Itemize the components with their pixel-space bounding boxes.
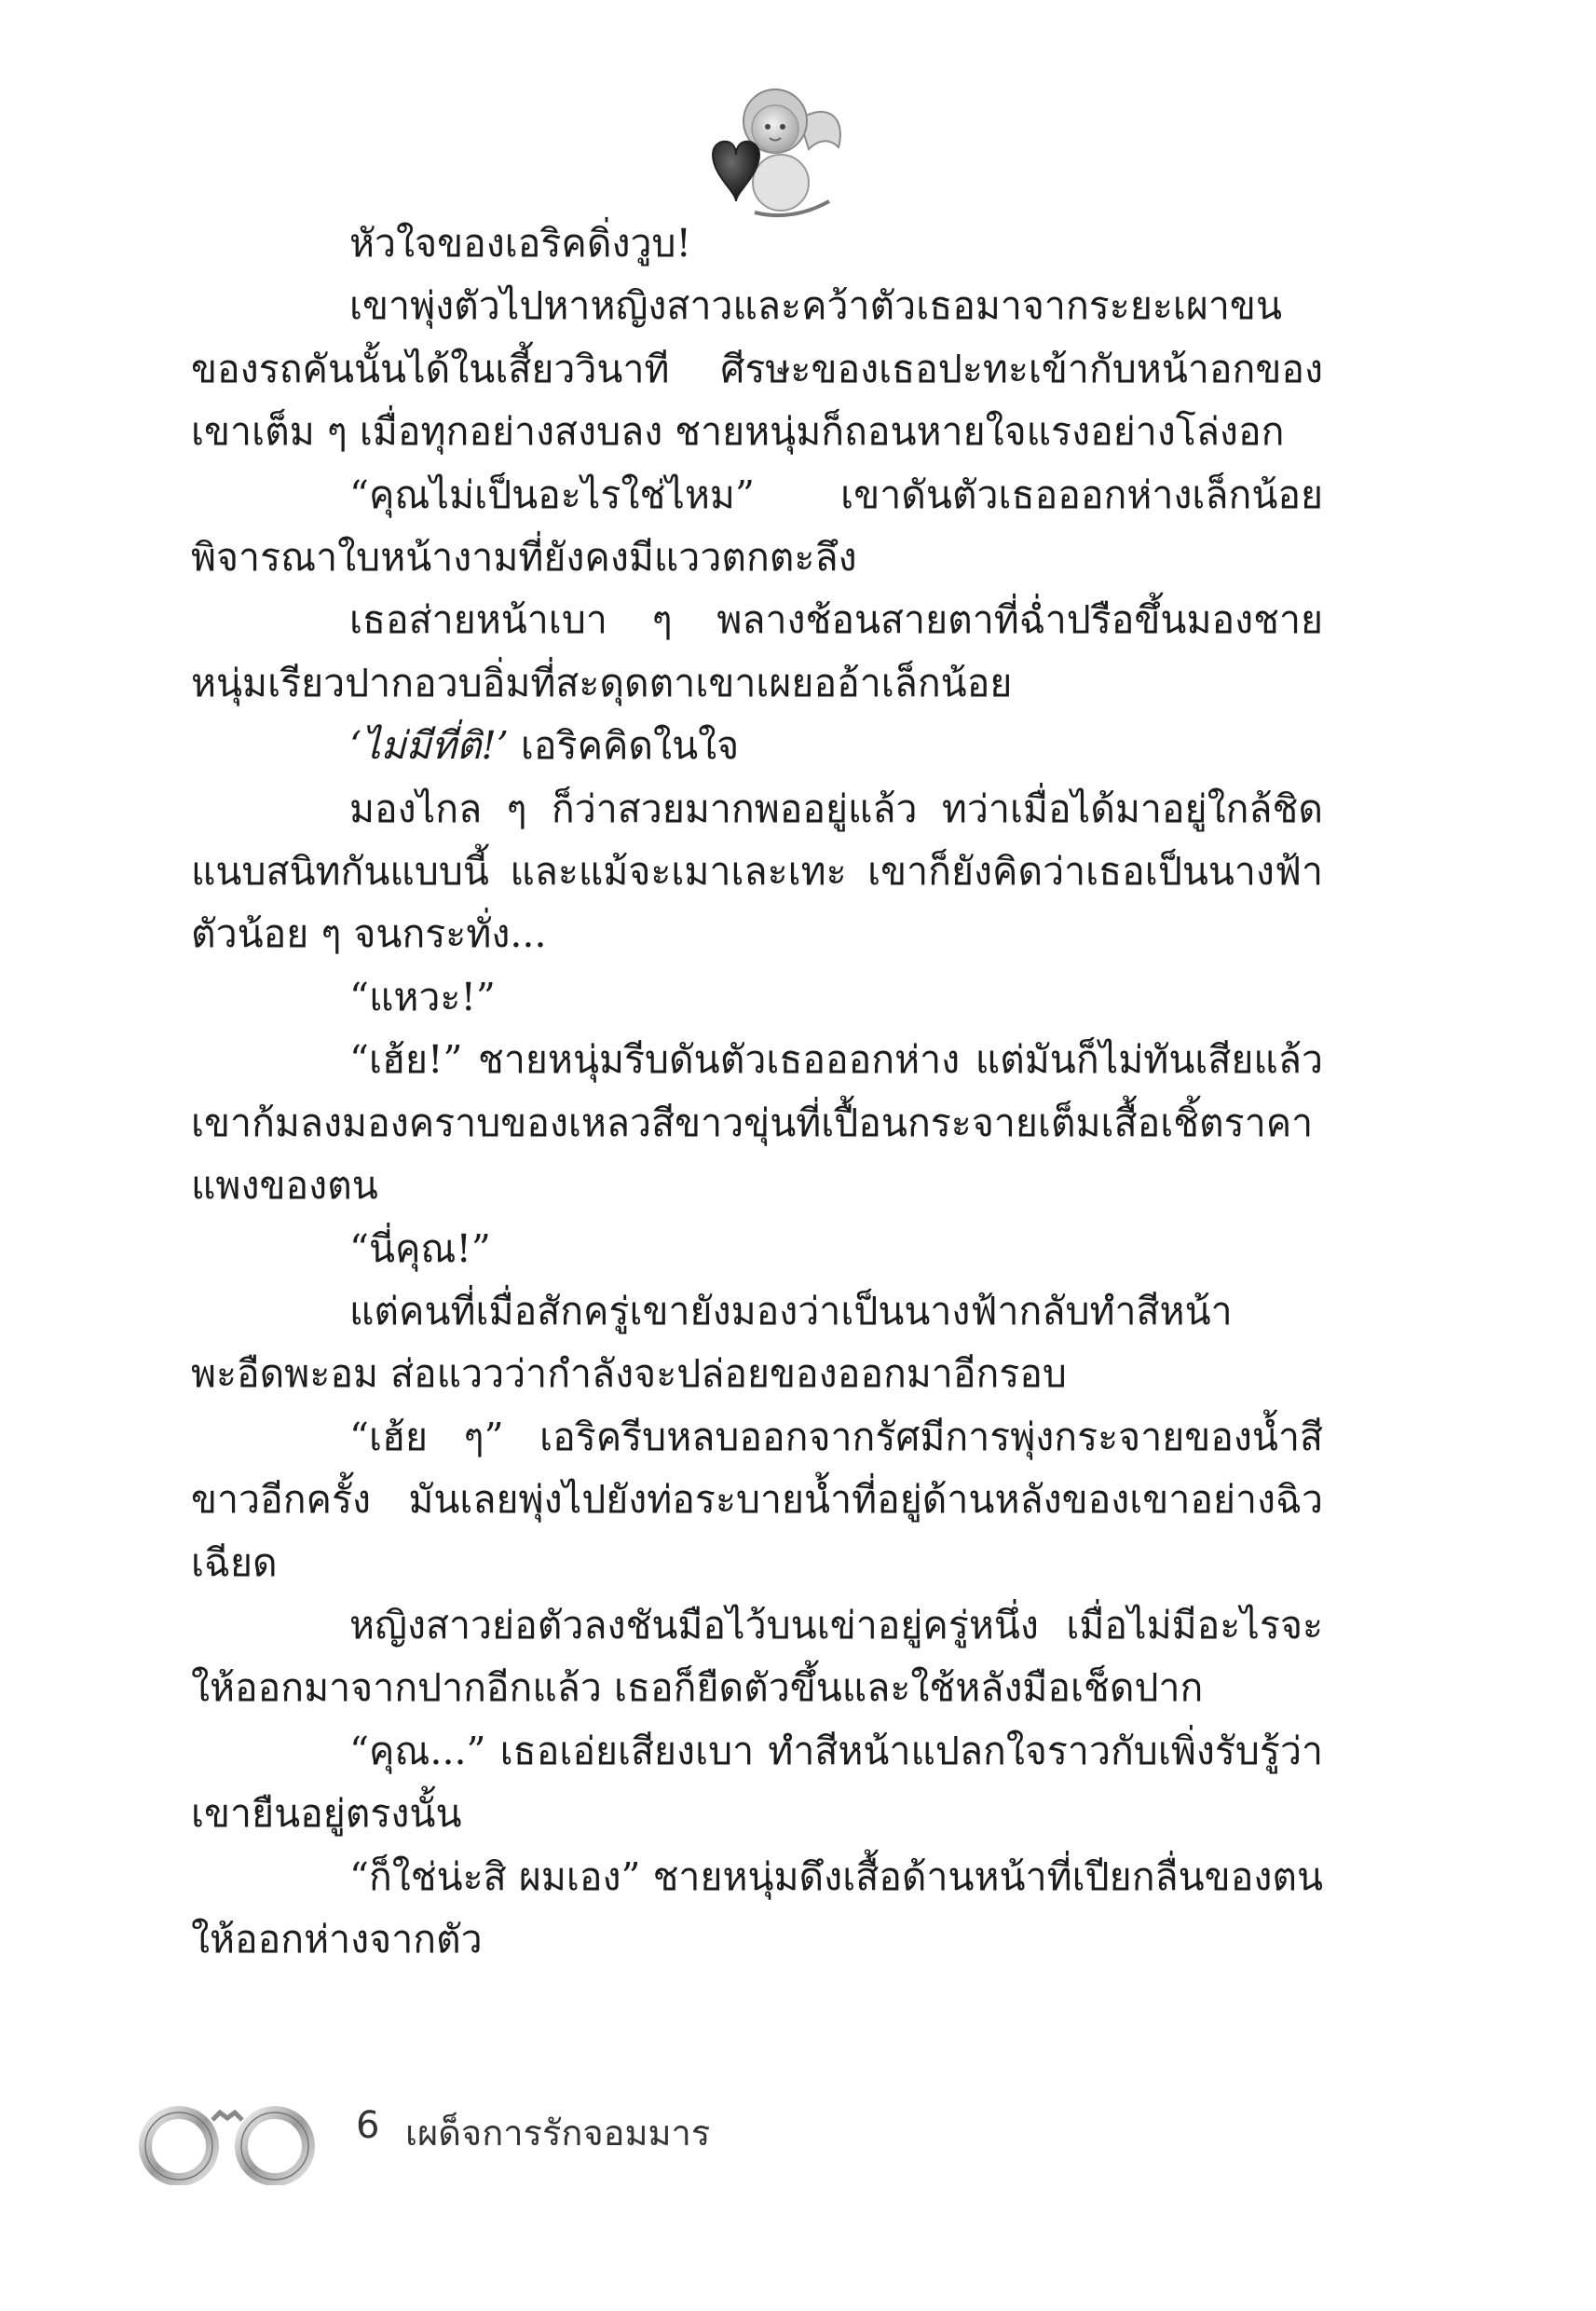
- paragraph: [191, 275, 1323, 463]
- paragraph: [191, 1218, 1323, 1280]
- paragraph: [191, 778, 1323, 966]
- italic-thought: ‘ไม่มีที่ติ!’: [349, 723, 521, 769]
- paragraph-text: เอริคคิดในใจ: [520, 723, 740, 769]
- paragraph-text: “เฮ้ย!” ชายหนุ่มรีบดันตัวเธอออกห่าง แต่มันก็ไม่ทันเสียแล้ว เขาก้มลงมองคราบของเหลวสีขาวขุ่นที่เปื้อนกระจายเต็มเสื้อเชิ้ตราคาแพงของตน: [191, 1037, 1323, 1209]
- paragraph-text: เธอส่ายหน้าเบา ๆ พลางช้อนสายตาที่ฉ่ำปรือขึ้นมองชายหนุ่มเรียวปากอวบอิ่มที่สะดุดตาเขาเผยออ้าเล็กน้อย: [191, 597, 1323, 705]
- paragraph-text: “เฮ้ย ๆ” เอริครีบหลบออกจากรัศมีการพุ่งกระจายของน้ำสีขาวอีกครั้ง มันเลยพุ่งไปยังท่อระบายน้ำที่อยู่ด้านหลังของเขาอย่างฉิวเฉียด: [191, 1414, 1323, 1585]
- paragraph-text: เขาพุ่งตัวไปหาหญิงสาวและคว้าตัวเธอมาจากระยะเผาขนของรถคันนั้นได้ในเสี้ยววินาที ศีรษะของเธอปะทะเข้ากับหน้าอกของเขาเต็ม ๆ เมื่อทุกอย่างสงบลง ชายหนุ่มก็ถอนหายใจแรงอย่างโล่งอก: [191, 283, 1323, 455]
- page-body-text: [191, 212, 1323, 1971]
- paragraph: [191, 589, 1323, 715]
- paragraph: [191, 1029, 1323, 1217]
- paragraph: [191, 1406, 1323, 1594]
- paragraph-text: “แหวะ!”: [349, 974, 496, 1019]
- paragraph-text: มองไกล ๆ ก็ว่าสวยมากพออยู่แล้ว ทว่าเมื่อได้มาอยู่ใกล้ชิดแนบสนิทกันแบบนี้ และแม้จะเมาเละเทะ เขาก็ยังคิดว่าเธอเป็นนางฟ้าตัวน้อย ๆ จนกระทั่ง...: [191, 786, 1323, 957]
- paragraph: [191, 464, 1323, 590]
- paragraph-text: หญิงสาวย่อตัวลงชันมือไว้บนเข่าอยู่ครู่หนึ่ง เมื่อไม่มีอะไรจะให้ออกมาจากปากอีกแล้ว เธอก็ยืดตัวขึ้นและใช้หลังมือเช็ดปาก: [191, 1602, 1323, 1711]
- paragraph-text: หัวใจของเอริคดิ่งวูบ!: [349, 221, 692, 266]
- paragraph: [191, 1720, 1323, 1846]
- page-number: 6: [356, 2104, 380, 2147]
- paragraph: [191, 966, 1323, 1029]
- paragraph-text: “คุณไม่เป็นอะไรใช่ไหม” เขาดันตัวเธอออกห่างเล็กน้อยพิจารณาใบหน้างามที่ยังคงมีแววตกตะลึง: [191, 472, 1323, 581]
- book-title: เผด็จการรักจอมมาร: [405, 2113, 711, 2154]
- handcuffs-icon: [130, 2092, 321, 2185]
- paragraph-text: “ก็ใช่น่ะสิ ผมเอง” ชายหนุ่มดึงเสื้อด้านหน้าที่เปียกลื่นของตนให้ออกห่างจากตัว: [191, 1853, 1323, 1962]
- paragraph: [191, 1846, 1323, 1972]
- paragraph: [191, 212, 1323, 275]
- paragraph-text: แต่คนที่เมื่อสักครู่เขายังมองว่าเป็นนางฟ้ากลับทำสีหน้าพะอืดพะอม ส่อแววว่ากำลังจะปล่อยของออกมาอีกรอบ: [191, 1288, 1233, 1397]
- cupid-heart-icon: [689, 82, 848, 231]
- paragraph: [191, 1280, 1323, 1406]
- paragraph: [191, 715, 1323, 777]
- paragraph-text: “คุณ...” เธอเอ่ยเสียงเบา ทำสีหน้าแปลกใจราวกับเพิ่งรับรู้ว่าเขายืนอยู่ตรงนั้น: [191, 1728, 1323, 1837]
- paragraph: [191, 1594, 1323, 1720]
- paragraph-text: “นี่คุณ!”: [349, 1225, 491, 1271]
